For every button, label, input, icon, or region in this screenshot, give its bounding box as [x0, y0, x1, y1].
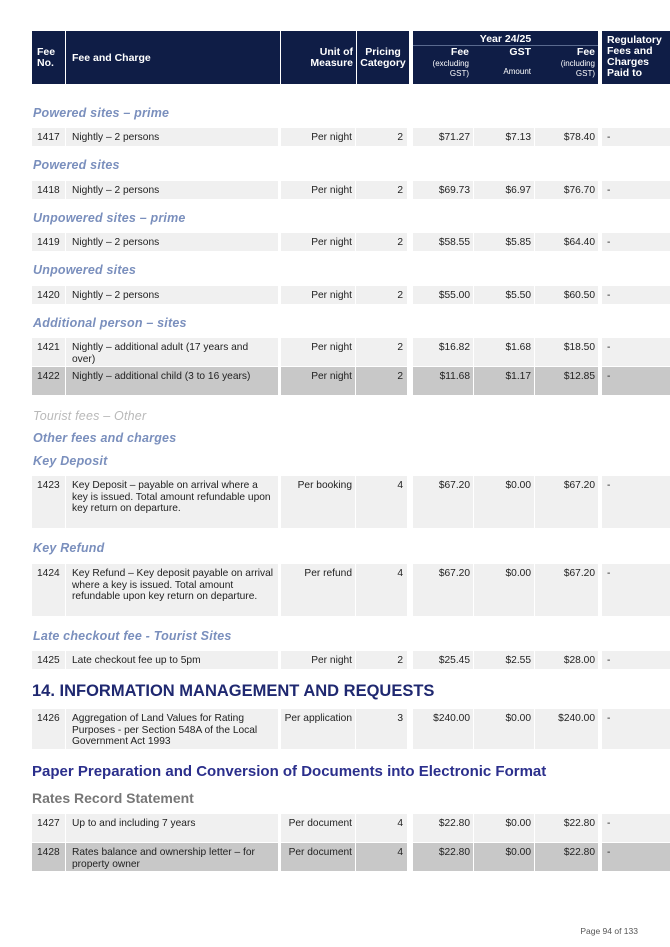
fee-incl-gst-cell: $18.50 — [535, 338, 598, 366]
regulatory-cell: - — [602, 367, 670, 395]
gst-amount-cell: $1.68 — [474, 338, 534, 366]
fee-excl-gst-cell: $55.00 — [413, 286, 473, 304]
unit-of-measure-cell: Per night — [281, 181, 355, 199]
fee-excl-gst-cell: $240.00 — [413, 709, 473, 749]
section-key-refund: Key Refund — [33, 541, 105, 555]
pricing-category-cell: 2 — [356, 286, 407, 304]
table-row — [32, 564, 638, 616]
header-fee-incl-label: Fee — [576, 46, 595, 58]
fee-excl-gst-cell: $67.20 — [413, 564, 473, 616]
gst-amount-cell: $7.13 — [474, 128, 534, 146]
fee-incl-gst-cell: $76.70 — [535, 181, 598, 199]
fee-excl-gst-cell: $58.55 — [413, 233, 473, 251]
gst-amount-cell: $6.97 — [474, 181, 534, 199]
fee-excl-gst-cell: $16.82 — [413, 338, 473, 366]
header-gst-label: GST — [509, 46, 531, 58]
unit-of-measure-cell: Per application — [281, 709, 355, 749]
header-fee-no — [32, 31, 65, 84]
table-row — [32, 128, 638, 146]
fee-incl-gst-cell: $78.40 — [535, 128, 598, 146]
pricing-category-cell: 4 — [356, 476, 407, 528]
header-regulatory — [602, 31, 670, 84]
heading-info-management: 14. INFORMATION MANAGEMENT AND REQUESTS — [32, 682, 435, 700]
header-year-divider — [413, 45, 598, 46]
fee-number-cell: 1417 — [32, 128, 65, 146]
fee-excl-gst-cell: $67.20 — [413, 476, 473, 528]
regulatory-cell: - — [602, 181, 670, 199]
fee-incl-gst-cell: $12.85 — [535, 367, 598, 395]
fee-incl-gst-cell: $64.40 — [535, 233, 598, 251]
fee-name-cell: Up to and including 7 years — [66, 814, 278, 842]
unit-of-measure-cell: Per document — [281, 814, 355, 842]
pricing-category-cell: 2 — [356, 233, 407, 251]
fee-name-cell: Nightly – 2 persons — [66, 181, 278, 199]
unit-of-measure-cell: Per document — [281, 843, 355, 871]
header-regulatory-label: Regulatory Fees and Charges Paid to — [607, 34, 662, 79]
unit-of-measure-cell: Per night — [281, 338, 355, 366]
table-row — [32, 843, 638, 871]
fee-number-cell: 1418 — [32, 181, 65, 199]
fee-incl-gst-cell: $22.80 — [535, 843, 598, 871]
regulatory-cell: - — [602, 338, 670, 366]
fee-incl-gst-cell: $240.00 — [535, 709, 598, 749]
fee-number-cell: 1422 — [32, 367, 65, 395]
fee-number-cell: 1421 — [32, 338, 65, 366]
fee-excl-gst-cell: $11.68 — [413, 367, 473, 395]
pricing-category-cell: 2 — [356, 128, 407, 146]
gst-amount-cell: $0.00 — [474, 843, 534, 871]
section-unpowered-prime: Unpowered sites – prime — [33, 211, 186, 225]
regulatory-cell: - — [602, 476, 670, 528]
regulatory-cell: - — [602, 286, 670, 304]
fee-incl-gst-cell: $67.20 — [535, 564, 598, 616]
unit-of-measure-cell: Per night — [281, 128, 355, 146]
fee-name-cell: Nightly – 2 persons — [66, 286, 278, 304]
header-fee-no-label: Fee No. — [37, 46, 56, 69]
header-year-group — [413, 31, 598, 84]
pricing-category-cell: 4 — [356, 843, 407, 871]
pricing-category-cell: 2 — [356, 651, 407, 669]
fee-name-cell: Nightly – 2 persons — [66, 128, 278, 146]
gst-amount-cell: $0.00 — [474, 476, 534, 528]
unit-of-measure-cell: Per night — [281, 651, 355, 669]
regulatory-cell: - — [602, 814, 670, 842]
header-gst-sub: Amount — [503, 67, 531, 76]
regulatory-cell: - — [602, 128, 670, 146]
fee-number-cell: 1423 — [32, 476, 65, 528]
pricing-category-cell: 3 — [356, 709, 407, 749]
unit-of-measure-cell: Per refund — [281, 564, 355, 616]
fee-number-cell: 1427 — [32, 814, 65, 842]
unit-of-measure-cell: Per booking — [281, 476, 355, 528]
fee-excl-gst-cell: $22.80 — [413, 814, 473, 842]
section-additional: Additional person – sites — [33, 316, 187, 330]
fee-incl-gst-cell: $67.20 — [535, 476, 598, 528]
table-row — [32, 814, 638, 842]
regulatory-cell: - — [602, 651, 670, 669]
gst-amount-cell: $2.55 — [474, 651, 534, 669]
gst-amount-cell: $1.17 — [474, 367, 534, 395]
heading-rates-record: Rates Record Statement — [32, 790, 194, 806]
table-row — [32, 181, 638, 199]
header-fee-and-charge-label: Fee and Charge — [72, 52, 151, 64]
gst-amount-cell: $5.85 — [474, 233, 534, 251]
regulatory-cell: - — [602, 564, 670, 616]
section-late-checkout: Late checkout fee - Tourist Sites — [33, 629, 232, 643]
section-powered-prime: Powered sites – prime — [33, 106, 170, 120]
fee-name-cell: Nightly – 2 persons — [66, 233, 278, 251]
table-row — [32, 709, 638, 749]
table-row — [32, 233, 638, 251]
fee-name-cell: Key Refund – Key deposit payable on arrival where a key is issued. Total amount refundable upon key return on departure. — [66, 564, 278, 616]
regulatory-cell: - — [602, 233, 670, 251]
fee-name-cell: Late checkout fee up to 5pm — [66, 651, 278, 669]
unit-of-measure-cell: Per night — [281, 233, 355, 251]
section-unpowered: Unpowered sites — [33, 263, 137, 277]
pricing-category-cell: 2 — [356, 338, 407, 366]
header-pricing-label: Pricing Category — [360, 46, 406, 69]
section-other-fees: Other fees and charges — [33, 431, 177, 445]
regulatory-cell: - — [602, 843, 670, 871]
pricing-category-cell: 2 — [356, 367, 407, 395]
fee-number-cell: 1426 — [32, 709, 65, 749]
gst-amount-cell: $0.00 — [474, 564, 534, 616]
fee-incl-gst-cell: $28.00 — [535, 651, 598, 669]
fee-number-cell: 1419 — [32, 233, 65, 251]
fee-excl-gst-cell: $25.45 — [413, 651, 473, 669]
header-fee-and-charge — [66, 31, 280, 84]
unit-of-measure-cell: Per night — [281, 286, 355, 304]
header-fee-excl-sub: (excluding GST) — [432, 59, 469, 78]
header-year-label: Year 24/25 — [479, 33, 532, 45]
fee-excl-gst-cell: $69.73 — [413, 181, 473, 199]
gst-amount-cell: $5.50 — [474, 286, 534, 304]
pricing-category-cell: 4 — [356, 564, 407, 616]
header-fee-incl-sub: (including GST) — [560, 59, 595, 78]
table-row — [32, 367, 638, 395]
pricing-category-cell: 2 — [356, 181, 407, 199]
section-tourist-other: Tourist fees – Other — [33, 409, 147, 423]
fee-incl-gst-cell: $22.80 — [535, 814, 598, 842]
table-row — [32, 286, 638, 304]
gst-amount-cell: $0.00 — [474, 709, 534, 749]
fee-number-cell: 1425 — [32, 651, 65, 669]
fee-number-cell: 1424 — [32, 564, 65, 616]
unit-of-measure-cell: Per night — [281, 367, 355, 395]
fee-name-cell: Aggregation of Land Values for Rating Purposes - per Section 548A of the Local Government Act 1993 — [66, 709, 278, 749]
fee-name-cell: Nightly – additional adult (17 years and over) — [66, 338, 278, 366]
table-row — [32, 476, 638, 528]
header-unit-label: Unit of Measure — [310, 46, 353, 69]
fee-excl-gst-cell: $71.27 — [413, 128, 473, 146]
header-unit — [281, 31, 356, 84]
regulatory-cell: - — [602, 709, 670, 749]
heading-paper-preparation: Paper Preparation and Conversion of Documents into Electronic Format — [32, 763, 547, 780]
pricing-category-cell: 4 — [356, 814, 407, 842]
fee-number-cell: 1428 — [32, 843, 65, 871]
header-fee-excl-label: Fee — [450, 46, 469, 58]
table-row — [32, 651, 638, 669]
table-row — [32, 338, 638, 366]
section-powered: Powered sites — [33, 158, 120, 172]
gst-amount-cell: $0.00 — [474, 814, 534, 842]
fee-name-cell: Nightly – additional child (3 to 16 years) — [66, 367, 278, 395]
section-key-deposit: Key Deposit — [33, 454, 108, 468]
fee-number-cell: 1420 — [32, 286, 65, 304]
header-pricing — [357, 31, 409, 84]
page-number: Page 94 of 133 — [580, 926, 638, 936]
fee-name-cell: Rates balance and ownership letter – for property owner — [66, 843, 278, 871]
fee-excl-gst-cell: $22.80 — [413, 843, 473, 871]
fee-incl-gst-cell: $60.50 — [535, 286, 598, 304]
fee-name-cell: Key Deposit – payable on arrival where a key is issued. Total amount refundable upon key return on departure. — [66, 476, 278, 528]
